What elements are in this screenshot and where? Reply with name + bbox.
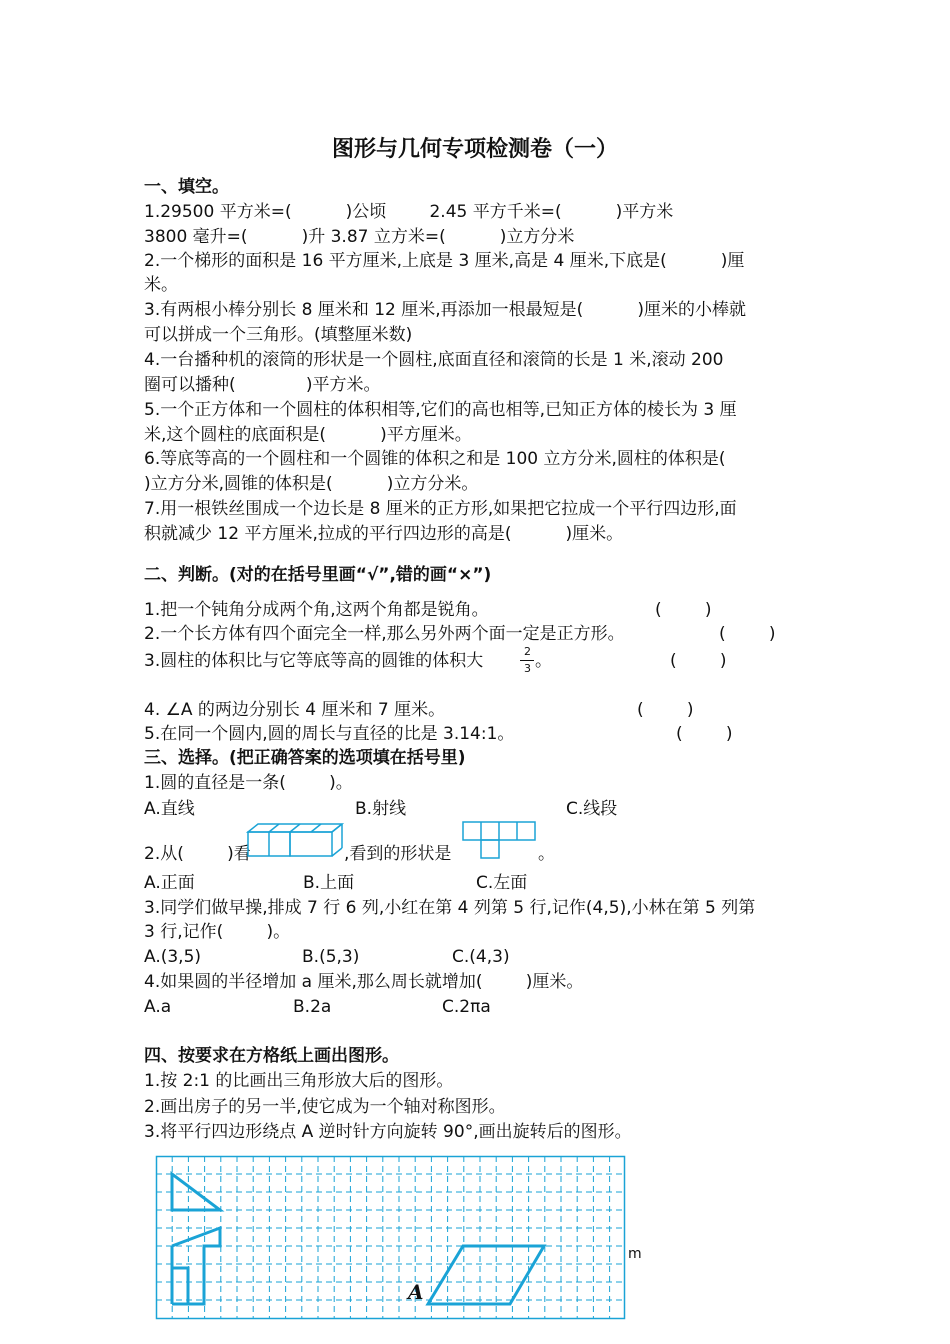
choice-question: ,看到的形状是 [344, 844, 452, 864]
grid-paper [156, 1156, 626, 1320]
section4-heading: 四、按要求在方格纸上画出图形。 [144, 1046, 399, 1066]
fill-line: 米。 [144, 275, 178, 295]
judge-item-text: 5.在同一个圆内,圆的周长与直径的比是 3.14:1。 [144, 724, 515, 744]
choice-option: C.(4,3) [452, 947, 510, 967]
fill-line: 3.有两根小棒分别长 8 厘米和 12 厘米,再添加一根最短是( )厘米的小棒就 [144, 300, 746, 320]
fill-line: 5.一个正方体和一个圆柱的体积相等,它们的高也相等,已知正方体的棱长为 3 厘 [144, 400, 737, 420]
choice-question: 3 行,记作( )。 [144, 922, 291, 942]
fill-line: 3800 毫升=( )升 3.87 立方米=( )立方分米 [144, 227, 575, 247]
draw-instruction: 2.画出房子的另一半,使它成为一个轴对称图形。 [144, 1097, 506, 1117]
fill-line: 积就减少 12 平方厘米,拉成的平行四边形的高是( )厘米。 [144, 524, 624, 544]
draw-instruction: 1.按 2:1 的比画出三角形放大后的图形。 [144, 1071, 454, 1091]
page-title: 图形与几何专项检测卷（一） [331, 136, 618, 162]
judge-item-text: 3.圆柱的体积比与它等底等高的圆锥的体积大 [144, 651, 484, 671]
item-tail: 。 [535, 651, 552, 671]
unit-label: m [628, 1246, 642, 1262]
cube-blocks-figure [248, 822, 344, 858]
choice-option: B.上面 [303, 873, 355, 893]
choice-question: 3.同学们做早操,排成 7 行 6 列,小红在第 4 列第 5 行,记作(4,5),小林在第 5 列第 [144, 898, 756, 918]
house-half-shape [172, 1228, 220, 1304]
choice-question: 2.从( )看 [144, 844, 251, 864]
fill-line: 圈可以播种( )平方米。 [144, 375, 381, 395]
choice-option: B.射线 [355, 799, 407, 819]
answer-bracket: ( ) [655, 600, 712, 620]
answer-bracket: ( ) [670, 651, 727, 671]
parallelogram-shape [428, 1246, 544, 1304]
choice-option: B.(5,3) [302, 947, 360, 967]
fraction-numerator: 2 [524, 645, 531, 658]
answer-bracket: ( ) [676, 724, 733, 744]
fill-line: 1.29500 平方米=( )公顷 2.45 平方千米=( )平方米 [144, 202, 674, 222]
fill-line: 6.等底等高的一个圆柱和一个圆锥的体积之和是 100 立方分米,圆柱的体积是( [144, 449, 726, 469]
judge-item-text: 4. ∠A 的两边分别长 4 厘米和 7 厘米。 [144, 700, 446, 720]
section2-heading: 二、判断。(对的在括号里画“√”,错的画“×”) [144, 565, 492, 585]
choice-question: 。 [538, 844, 555, 864]
answer-bracket: ( ) [719, 624, 776, 644]
view-shape-figure [462, 821, 537, 859]
grid-border [157, 1157, 625, 1319]
fill-line: )立方分米,圆锥的体积是( )立方分米。 [144, 474, 479, 494]
choice-option: A.正面 [144, 873, 195, 893]
choice-option: C.线段 [566, 799, 618, 819]
choice-question: 1.圆的直径是一条( )。 [144, 773, 353, 793]
fill-line: 7.用一根铁丝围成一个边长是 8 厘米的正方形,如果把它拉成一个平行四边形,面 [144, 499, 737, 519]
choice-option: C.左面 [476, 873, 528, 893]
section3-heading: 三、选择。(把正确答案的选项填在括号里) [144, 748, 466, 768]
fill-line: 4.一台播种机的滚筒的形状是一个圆柱,底面直径和滚筒的长是 1 米,滚动 200 [144, 350, 724, 370]
point-a-label: A [408, 1280, 424, 1304]
choice-option: A.(3,5) [144, 947, 202, 967]
judge-item-text: 2.一个长方体有四个面完全一样,那么另外两个面一定是正方形。 [144, 624, 625, 644]
fill-line: 可以拼成一个三角形。(填整厘米数) [144, 325, 413, 345]
section1-heading: 一、填空。 [144, 177, 229, 197]
fill-line: 米,这个圆柱的底面积是( )平方厘米。 [144, 425, 472, 445]
answer-bracket: ( ) [637, 700, 694, 720]
draw-instruction: 3.将平行四边形绕点 A 逆时针方向旋转 90°,画出旋转后的图形。 [144, 1122, 632, 1142]
judge-item-text: 1.把一个钝角分成两个角,这两个角都是锐角。 [144, 600, 489, 620]
choice-option: A.直线 [144, 799, 195, 819]
choice-question: 4.如果圆的半径增加 a 厘米,那么周长就增加( )厘米。 [144, 972, 584, 992]
choice-option: A.a [144, 997, 172, 1017]
fill-line: 2.一个梯形的面积是 16 平方厘米,上底是 3 厘米,高是 4 厘米,下底是( )厘 [144, 251, 745, 271]
choice-option: C.2πa [442, 997, 491, 1017]
choice-option: B.2a [293, 997, 332, 1017]
fraction-denominator: 3 [524, 662, 531, 675]
fraction-bar [520, 660, 534, 661]
